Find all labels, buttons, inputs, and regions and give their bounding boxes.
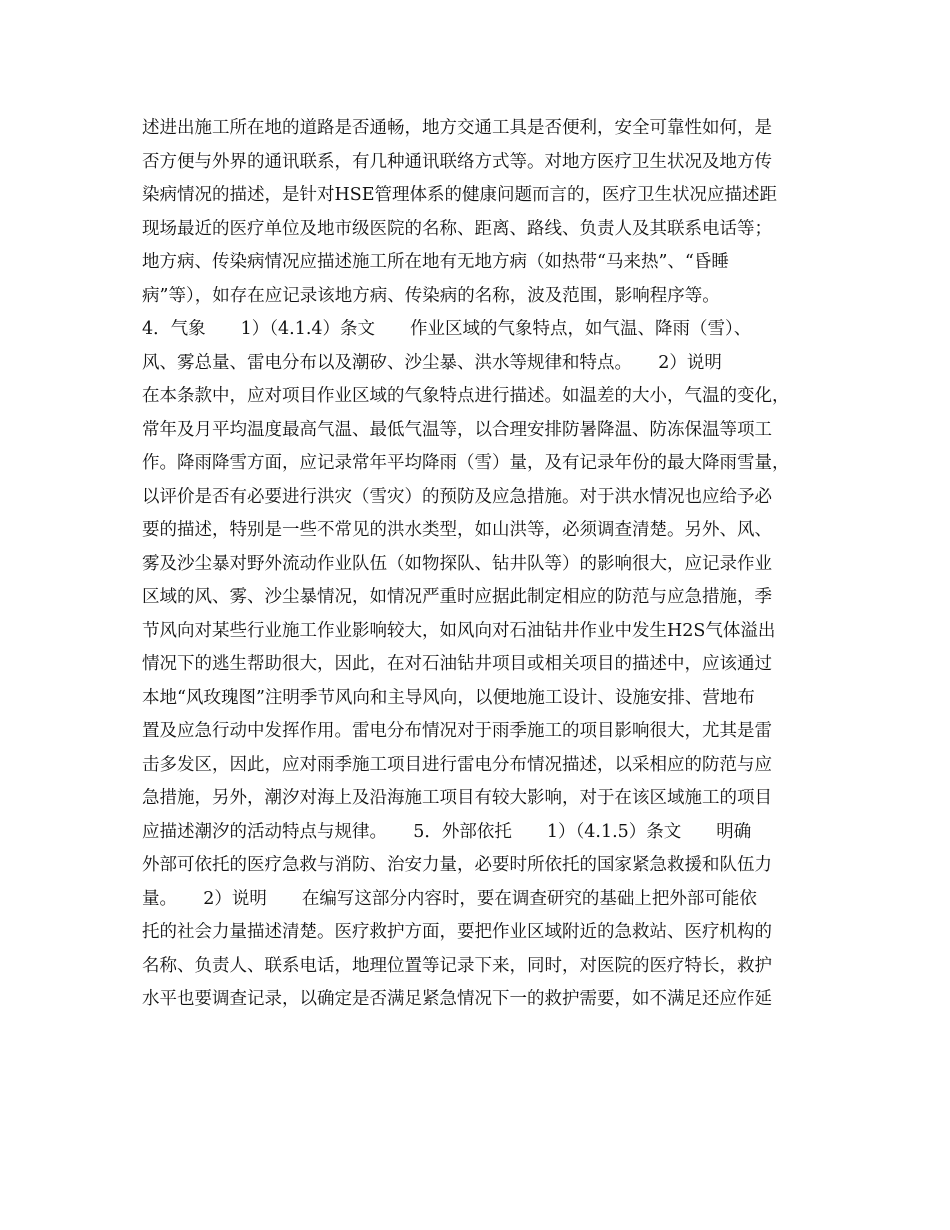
- text-line: 地方病、传染病情况应描述施工所在地有无地方病（如热带“马来热”、“昏睡: [142, 252, 729, 272]
- text-line: 名称、负责人、联系电话，地理位置等记录下来，同时，对医院的医疗特长，救护: [142, 955, 772, 976]
- text-line: 击多发区，因此，应对雨季施工项目进行雷电分布情况描述，以采相应的防范与应: [142, 754, 772, 775]
- text-line: 常年及月平均温度最高气温、最低气温等，以合理安排防暑降温、防冻保温等项工: [142, 419, 772, 440]
- text-line: 急措施，另外，潮汐对海上及沿海施工项目有较大影响，对于在该区域施工的项目: [142, 788, 772, 808]
- body-text: [142, 112, 812, 1017]
- text-line: 外部可依托的医疗急救与消防、治安力量，必要时所依托的国家紧急救援和队伍力: [142, 855, 772, 875]
- text-line: 应描述潮汐的活动特点与规律。 5．外部依托 1）（4.1.5）条文 明确: [142, 821, 752, 842]
- text-line: 情况下的逃生帮助很大，因此，在对石油钻井项目或相关项目的描述中，应该通过: [142, 654, 772, 674]
- text-line: 病”等），如存在应记录该地方病、传染病的名称，波及范围，影响程序等。: [142, 285, 720, 306]
- text-line: 以评价是否有必要进行洪灾（雪灾）的预防及应急措施。对于洪水情况也应给予必: [142, 486, 772, 507]
- text-line: 4．气象 1）（4.1.4）条文 作业区域的气象特点，如气温、降雨（雪）、: [142, 319, 752, 339]
- text-line: 要的描述，特别是一些不常见的洪水类型，如山洪等，必须调查清楚。另外、风、: [142, 520, 772, 540]
- text-line: 风、雾总量、雷电分布以及潮矽、沙尘暴、洪水等规律和特点。 2）说明: [142, 352, 722, 373]
- text-line: 述进出施工所在地的道路是否通畅，地方交通工具是否便利，安全可靠性如何，是: [142, 118, 772, 138]
- text-line: 置及应急行动中发挥作用。雷电分布情况对于雨季施工的项目影响很大，尤其是雷: [142, 721, 772, 741]
- text-line: 区域的风、雾、沙尘暴情况，如情况严重时应据此制定相应的防范与应急措施，季: [142, 587, 772, 607]
- text-line: 雾及沙尘暴对野外流动作业队伍（如物探队、钻井队等）的影响很大，应记录作业: [142, 553, 772, 574]
- text-line: 节风向对某些行业施工作业影响较大，如风向对石油钻井作业中发生H2S气体溢出: [142, 620, 776, 641]
- text-line: 在本条款中，应对项目作业区域的气象特点进行描述。如温差的大小，气温的变化，: [142, 386, 790, 406]
- text-line: 作。降雨降雪方面，应记录常年平均降雨（雪）量，及有记录年份的最大降雨雪量，: [142, 453, 790, 473]
- text-line: 水平也要调查记录，以确定是否满足紧急情况下一的救护需要，如不满足还应作延: [142, 989, 772, 1009]
- text-line: 染病情况的描述，是针对HSE管理体系的健康问题而言的，医疗卫生状况应描述距: [142, 185, 778, 205]
- text-line: 托的社会力量描述清楚。医疗救护方面，要把作业区域附近的急救站、医疗机构的: [142, 922, 772, 942]
- text-line: 本地“风玫瑰图”注明季节风向和主导风向，以便地施工设计、设施安排、营地布: [142, 687, 755, 708]
- text-line: 现场最近的医疗单位及地市级医院的名称、距离、路线、负责人及其联系电话等；: [142, 218, 772, 239]
- text-line: 量。 2）说明 在编写这部分内容时，要在调查研究的基础上把外部可能依: [142, 888, 757, 909]
- text-line: 否方便与外界的通讯联系，有几种通讯联络方式等。对地方医疗卫生状况及地方传: [142, 151, 772, 172]
